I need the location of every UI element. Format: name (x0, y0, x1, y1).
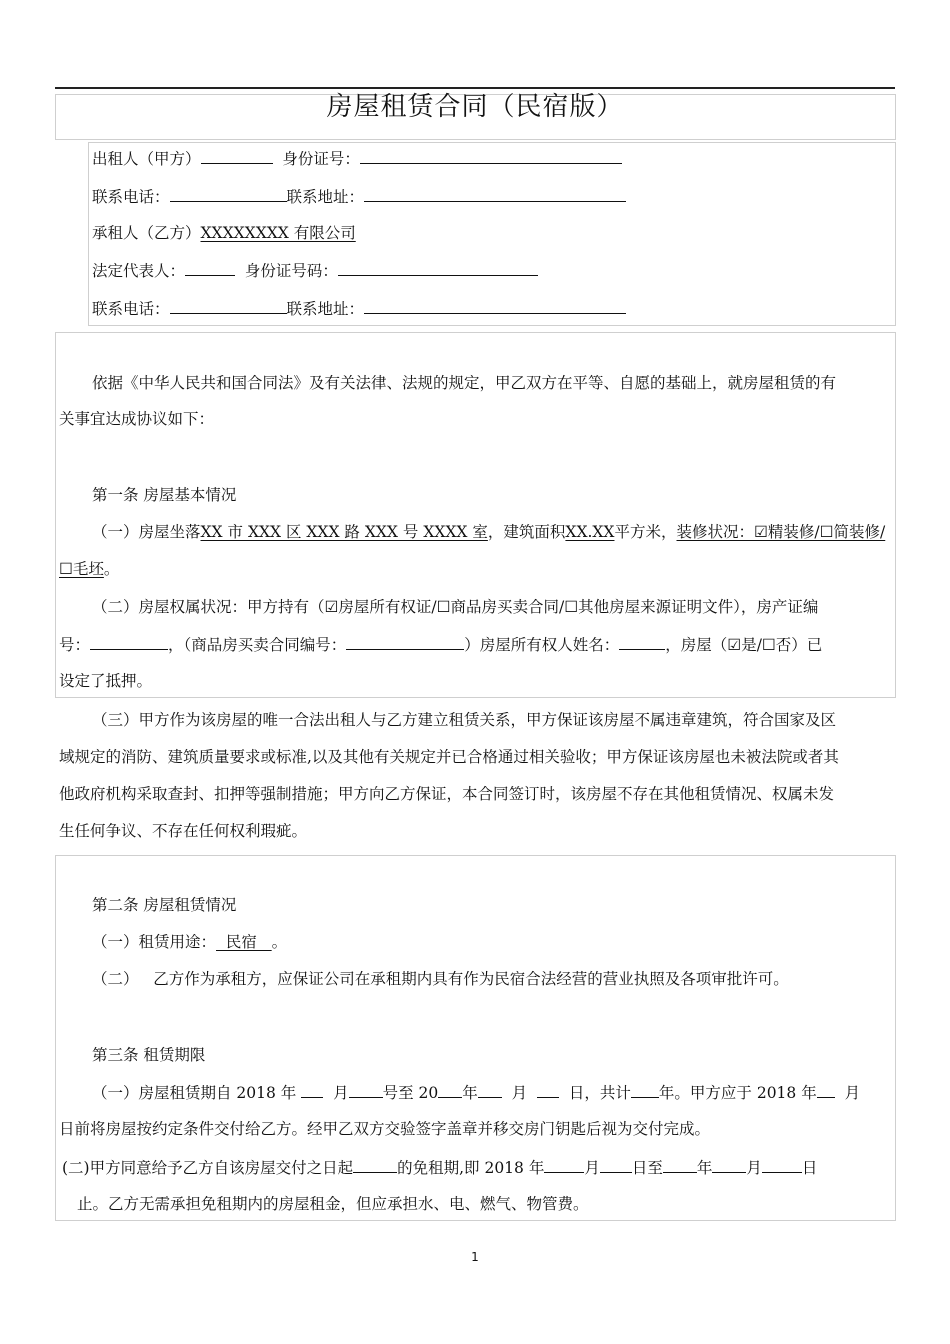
owner-name-label: ）房屋所有权人姓名： (464, 636, 620, 654)
lessor-label: 出租人（甲方） (92, 150, 201, 168)
month-label-4: 月 (584, 1159, 600, 1177)
article3-p2-line1 (62, 1157, 817, 1178)
month-label-5: 月 (746, 1159, 762, 1177)
lessee-name: XXXXXXXX 有限公司 (200, 224, 356, 242)
lessee-phone-field[interactable] (170, 298, 287, 314)
cert-number-label: 号： (59, 636, 91, 654)
year-label: 年 (462, 1084, 478, 1102)
lessor-address-field[interactable] (364, 186, 626, 202)
mortgage-options: ，房屋（☑是/☐否）已 (665, 636, 823, 654)
lessor-line (92, 148, 622, 169)
article1-p3-line2: 域规定的消防、建筑质量要求或标准,以及其他有关规定并已合格通过相关验收；甲方保证该房屋也未被法院或者其 (59, 748, 839, 766)
lessee-phone-label: 联系电话： (92, 300, 170, 318)
usage-value: 民宿 (216, 933, 272, 951)
month-label: 月 (333, 1084, 349, 1102)
article1-p3-line1: （三）甲方作为该房屋的唯一合法出租人与乙方建立租赁关系，甲方保证该房屋不属违章建筑，符合国家及区 (92, 711, 837, 729)
lease-end-day-field[interactable] (537, 1082, 559, 1098)
article1-p3-line3: 他政府机构采取查封、扣押等强制措施；甲方向乙方保证，本合同签订时，该房屋不存在其他租赁情况、权属未发 (59, 785, 835, 803)
lessor-contact-line (92, 186, 626, 207)
day-label: 日 (801, 1159, 818, 1177)
legal-rep-id-label: 身份证号码： (244, 262, 338, 280)
lease-start-day-field[interactable] (349, 1082, 383, 1098)
lease-end-year-field[interactable] (438, 1082, 462, 1098)
lessor-name-field[interactable] (201, 148, 273, 164)
lease-total-field[interactable] (631, 1082, 659, 1098)
article2-p2: （二） 乙方作为承租方，应保证公司在承租期内具有作为民宿合法经营的营业执照及各项审批许可。 (92, 970, 789, 988)
rent-free-start-month-field[interactable] (544, 1157, 584, 1173)
intro-line-2: 关事宜达成协议如下： (59, 410, 215, 428)
rent-free-end-month-field[interactable] (712, 1157, 746, 1173)
decoration-options: 装修状况：☑精装修/☐简装修/ (676, 523, 886, 541)
article1-p3-line4: 生任何争议、不存在任何权利瑕疵。 (59, 822, 308, 840)
rent-free-period-field[interactable] (353, 1157, 397, 1173)
lessee-contact-line (92, 298, 626, 319)
lessor-id-field[interactable] (360, 148, 622, 164)
sale-contract-field[interactable] (346, 634, 464, 650)
to-label: 日至 (631, 1159, 663, 1177)
lessor-phone-field[interactable] (170, 186, 287, 202)
rent-free-start-day-field[interactable] (600, 1157, 632, 1173)
article1-p2-line1: （二）房屋权属状况：甲方持有（☑房屋所有权证/☐商品房买卖合同/☐其他房屋来源证明文件），房产证编 (92, 598, 819, 616)
lessee-address-field[interactable] (364, 298, 626, 314)
lease-end-month-field[interactable] (478, 1082, 502, 1098)
p1-area-label: ，建筑面积 (487, 523, 566, 541)
usage-end: 。 (271, 933, 288, 951)
lessee-address-label: 联系地址： (286, 300, 365, 318)
article1-heading: 第一条 房屋基本情况 (92, 486, 237, 504)
property-location: XX 市 XXX 区 XXX 路 XXX 号 XXXX 室 (200, 523, 488, 541)
rent-free-end-year-field[interactable] (663, 1157, 697, 1173)
month-label-2: 月 (511, 1084, 528, 1102)
lease-start-month-field[interactable] (301, 1082, 323, 1098)
p1-end: 。 (103, 560, 120, 578)
delivery-label: 年。甲方应于 2018 年 (658, 1084, 817, 1102)
article1-p2-line2 (59, 634, 822, 655)
lease-end-label: 号至 20 (382, 1084, 439, 1102)
intro-line-1: 依据《中华人民共和国合同法》及有关法律、法规的规定，甲乙双方在平等、自愿的基础上，就房屋租赁的有 (92, 374, 837, 392)
month-label-3: 月 (844, 1084, 861, 1102)
article3-heading: 第三条 租赁期限 (92, 1046, 206, 1064)
lease-total-label: 日，共计 (568, 1084, 631, 1102)
article3-p2-line2: 止。乙方无需承担免租期内的房屋租金，但应承担水、电、燃气、物管费。 (77, 1195, 589, 1213)
rent-free-start-label: 的免租期,即 2018 年 (397, 1159, 545, 1177)
legal-rep-id-field[interactable] (338, 260, 538, 276)
lessee-label: 承租人（乙方） (92, 224, 201, 242)
legal-rep-field[interactable] (185, 260, 235, 276)
p1-area-unit: 平方米， (614, 523, 677, 541)
owner-name-field[interactable] (619, 634, 665, 650)
legal-rep-label: 法定代表人： (92, 262, 186, 280)
article1-p1-line2 (59, 559, 119, 579)
p1-prefix: （一）房屋坐落 (92, 523, 201, 541)
article1-p2-line3: 设定了抵押。 (59, 672, 153, 690)
article2-p1 (92, 932, 287, 952)
legal-rep-line (92, 260, 538, 281)
property-area: XX.XX (565, 523, 615, 541)
article3-p1-line1 (92, 1082, 860, 1103)
decoration-rough-option: ☐毛坯 (59, 560, 104, 578)
delivery-month-field[interactable] (817, 1082, 835, 1098)
lessor-phone-label: 联系电话： (92, 188, 170, 206)
sale-contract-label: ，（商品房买卖合同编号： (168, 636, 347, 654)
lessor-address-label: 联系地址： (286, 188, 365, 206)
cert-number-field[interactable] (90, 634, 168, 650)
article1-p1-line1 (92, 522, 885, 542)
usage-label: （一）租赁用途： (92, 933, 217, 951)
rent-free-end-day-field[interactable] (762, 1157, 802, 1173)
article2-heading: 第二条 房屋租赁情况 (92, 896, 237, 914)
page-number: 1 (471, 1250, 479, 1264)
rent-free-label: (二)甲方同意给予乙方自该房屋交付之日起 (62, 1159, 354, 1177)
document-title: 房屋租赁合同（民宿版） (326, 92, 624, 122)
lessee-line (92, 223, 356, 243)
year-label-2: 年 (696, 1159, 713, 1177)
lessor-id-label: 身份证号： (282, 150, 360, 168)
lease-start-label: （一）房屋租赁期自 2018 年 (92, 1084, 297, 1102)
article3-p1-line2: 日前将房屋按约定条件交付给乙方。经甲乙双方交验签字盖章并移交房门钥匙后视为交付完成。 (59, 1120, 711, 1138)
